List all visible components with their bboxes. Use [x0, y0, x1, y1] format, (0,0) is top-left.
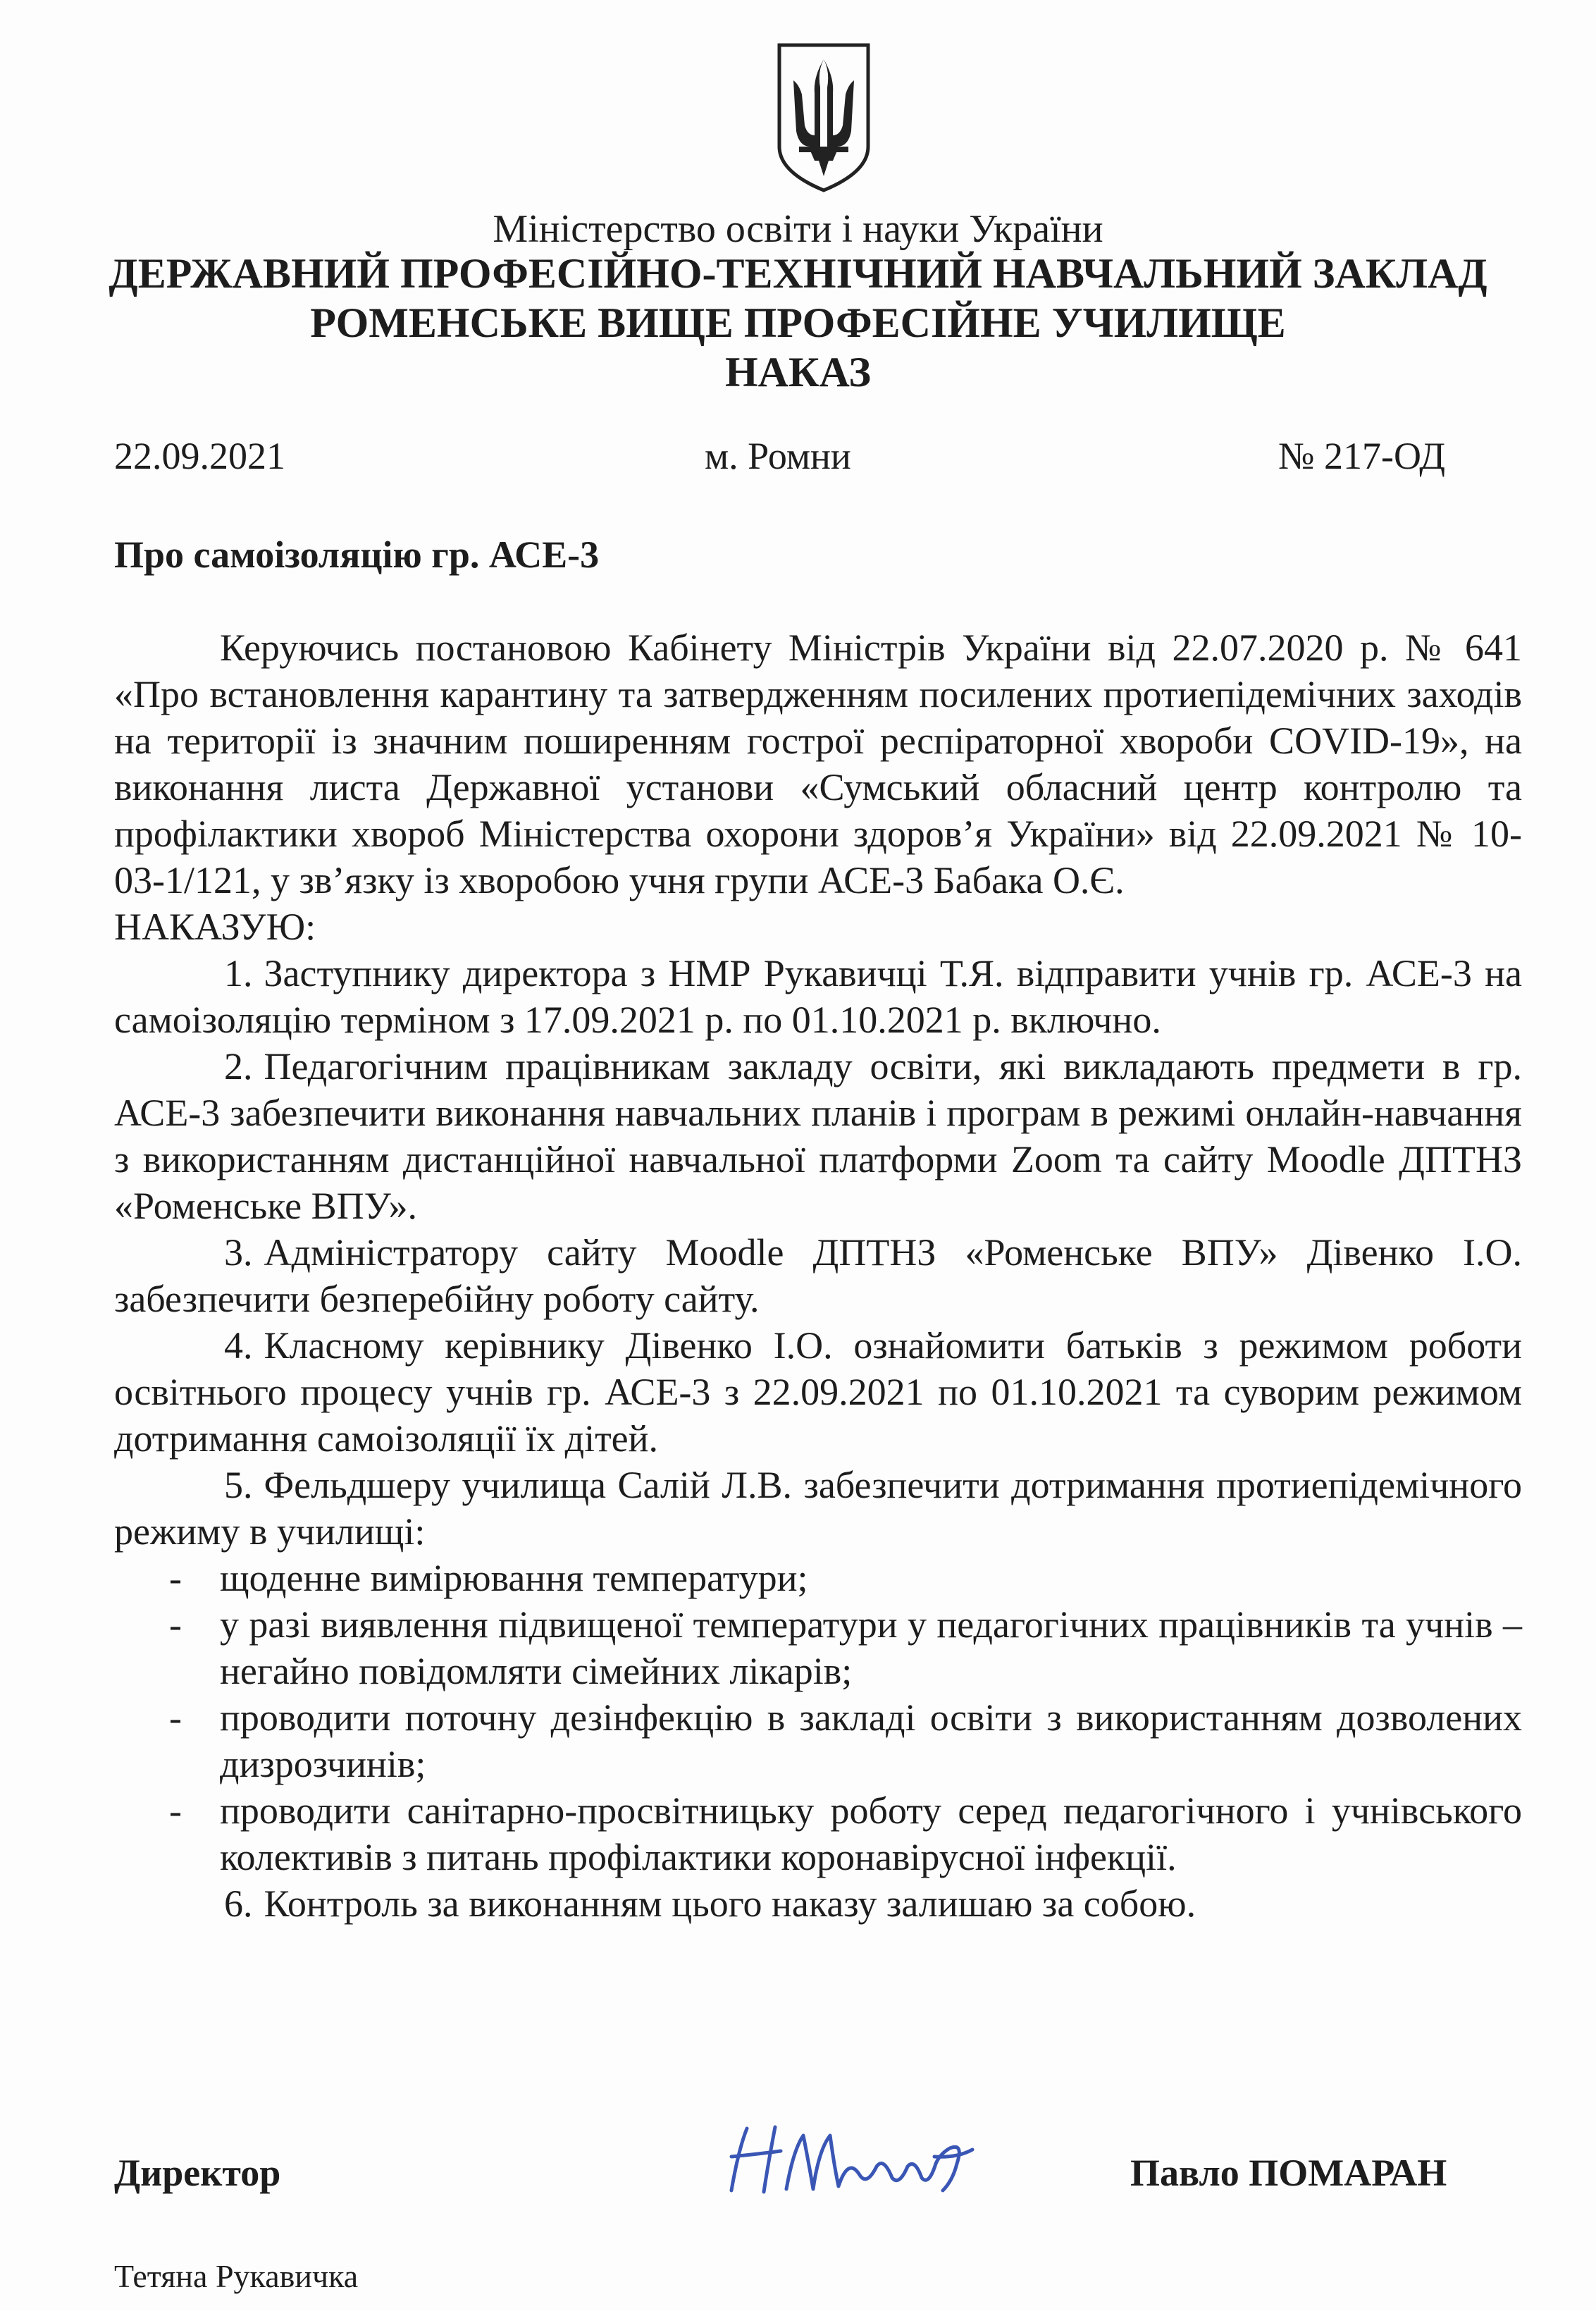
sub-item: - проводити санітарно-просвітницьку роботу серед педагогічного і учнівського колективів з питань профілактики коронавірусної інфекції. [169, 1789, 1522, 1878]
decree-word: НАКАЗУЮ: [114, 906, 316, 948]
signatory-name: Павло ПОМАРАН [1130, 2152, 1447, 2194]
order-item: 5. Фельдшеру училища Салій Л.В. забезпечити дотримання протиепідемічного режиму в училищі: [114, 1464, 1522, 1553]
order-number: № 217-ОД [1278, 435, 1446, 477]
order-date: 22.09.2021 [114, 435, 285, 477]
order-body [114, 624, 1522, 1927]
institution-name-line-2: РОМЕНСЬКЕ ВИЩЕ ПРОФЕСІЙНЕ УЧИЛИЩЕ [310, 300, 1286, 346]
ministry-name: Міністерство освіти і науки України [493, 207, 1103, 251]
institution-name-line-1: ДЕРЖАВНИЙ ПРОФЕСІЙНО-ТЕХНІЧНИЙ НАВЧАЛЬНИЙ ЗАКЛАД [109, 250, 1487, 297]
order-item: 2. Педагогічним працівникам закладу освіти, які викладають предмети в гр. АСЕ-3 забезпечити виконання навчальних планів і програм в режимі онлайн-навчання з використанням дистанційної навчальної платформи Zoom та сайту Moodle ДПТНЗ «Роменське ВПУ». [114, 1045, 1522, 1227]
preamble-paragraph: Керуючись постановою Кабінету Міністрів України від 22.07.2020 р. № 641 «Про встановлення карантину та затвердженням посилених протиепідемічних заходів на території із значним поширенням гострої респіраторної хвороби COVID-19», на виконання листа Державної установи «Сумський обласний центр контролю та профілактики хвороб Міністерства охорони здоров’я України» від 22.09.2021 № 10-03-1/121, у зв’язку із хворобою учня групи АСЕ-3 Бабака О.Є. [114, 627, 1522, 901]
signatory-position: Директор [114, 2152, 281, 2194]
sub-item: - проводити поточну дезінфекцію в закладі освіти з використанням дозволених дизрозчинів; [169, 1696, 1522, 1785]
order-items-list [114, 950, 1522, 1555]
sub-item: - у разі виявлення підвищеної температури у педагогічних працівників та учнів – негайно повідомляти сімейних лікарів; [169, 1603, 1522, 1692]
sub-item: - щоденне вимірювання температури; [169, 1557, 808, 1599]
document-type-title: НАКАЗ [724, 349, 871, 395]
handwritten-signature-icon [710, 2107, 985, 2213]
order-city: м. Ромни [705, 435, 851, 477]
sub-items-list [114, 1555, 1522, 1880]
order-item: 1. Заступнику директора з НМР Рукавичці Т.Я. відправити учнів гр. АСЕ-3 на самоізоляцію терміном з 17.09.2021 р. по 01.10.2021 р. включно. [114, 952, 1522, 1041]
order-item: 3. Адміністратору сайту Moodle ДПТНЗ «Роменське ВПУ» Дівенко І.О. забезпечити безперебійну роботу сайту. [114, 1231, 1522, 1320]
executor-name: Тетяна Рукавичка [114, 2258, 359, 2294]
order-subject: Про самоізоляцію гр. АСЕ-3 [114, 534, 600, 576]
order-item: 4. Класному керівнику Дівенко І.О. ознайомити батьків з режимом роботи освітнього процесу учнів гр. АСЕ-3 з 22.09.2021 по 01.10.2021 та суворим режимом дотримання самоізоляції їх дітей. [114, 1324, 1522, 1460]
coat-of-arms-trident-icon [774, 41, 874, 195]
order-item: 6. Контроль за виконанням цього наказу залишаю за собою. [224, 1882, 1196, 1925]
order-items-list-final [114, 1880, 1522, 1927]
